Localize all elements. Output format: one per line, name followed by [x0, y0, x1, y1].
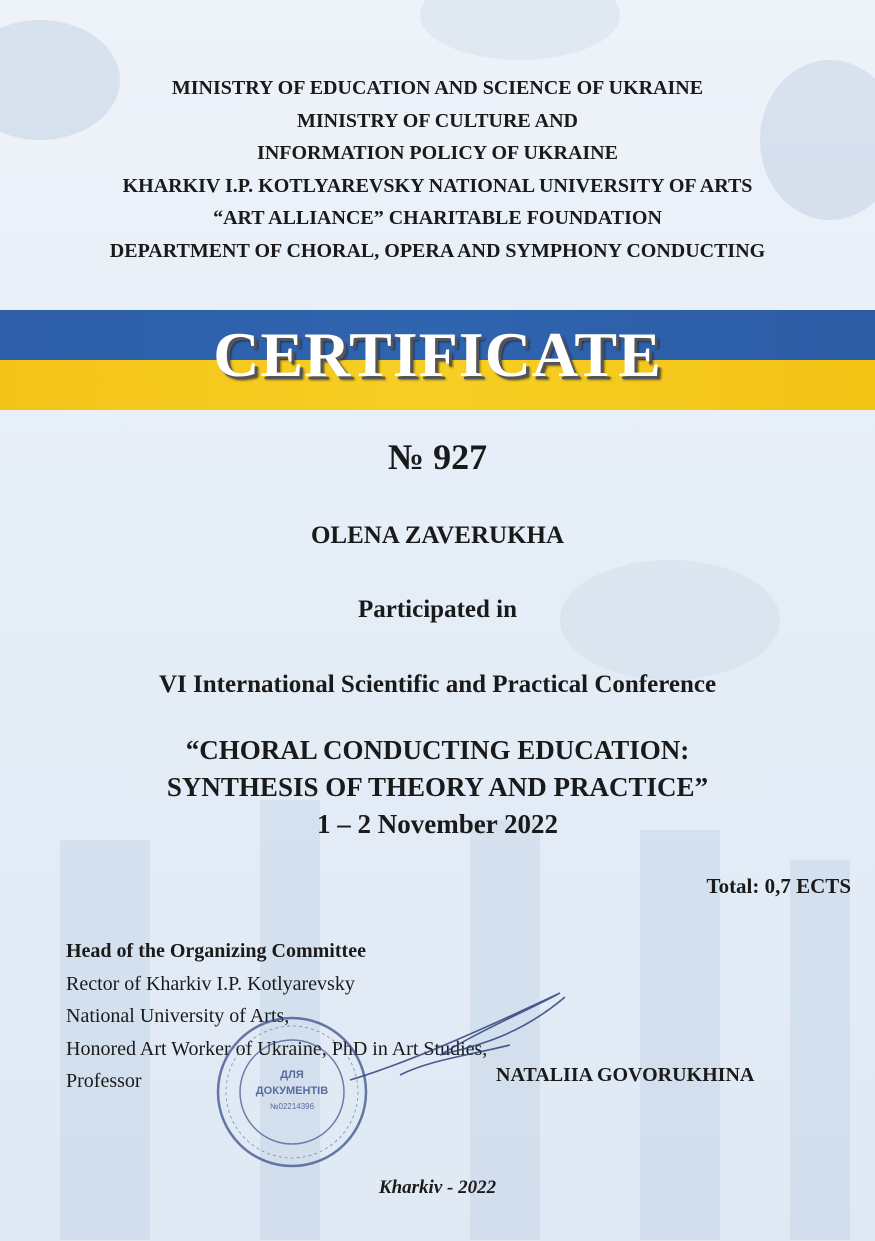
- issuer-line: KHARKIV I.P. KOTLYAREVSKY NATIONAL UNIVERSITY OF ARTS: [122, 174, 753, 197]
- place-and-year: Kharkiv - 2022: [378, 1177, 497, 1198]
- theme-line-1: “CHORAL CONDUCTING EDUCATION:: [185, 735, 690, 765]
- conference-dates: 1 – 2 November 2022: [317, 809, 558, 839]
- stamp-text-mid: ДОКУМЕНТІВ: [255, 1085, 329, 1097]
- signatory-line: National University of Arts,: [66, 1005, 290, 1027]
- conference-theme: [0, 732, 875, 843]
- signatory-line: Professor: [66, 1070, 142, 1092]
- signatory-role: Head of the Organizing Committee: [66, 940, 366, 962]
- issuer-line: INFORMATION POLICY OF UKRAINE: [257, 142, 618, 164]
- issuer-line: MINISTRY OF EDUCATION AND SCIENCE OF UKRAINE: [171, 77, 704, 99]
- issuer-line: “ART ALLIANCE” CHARITABLE FOUNDATION: [213, 207, 662, 229]
- issuers-header: [0, 72, 875, 267]
- signatory-name: NATALIIA GOVORUKHINA: [496, 1064, 755, 1086]
- stamp-code: №02214396: [269, 1102, 315, 1111]
- ects-total: Total: 0,7 ECTS: [706, 874, 851, 898]
- stamp-text-top: ДЛЯ: [280, 1069, 304, 1081]
- issuer-line: MINISTRY OF CULTURE AND: [296, 109, 578, 132]
- certificate-title: CERTIFICATE: [213, 319, 662, 390]
- theme-line-2: SYNTHESIS OF THEORY AND PRACTICE”: [166, 772, 709, 802]
- recipient-name: OLENA ZAVERUKHA: [310, 522, 565, 549]
- issuer-line: DEPARTMENT OF CHORAL, OPERA AND SYMPHONY CONDUCTING: [109, 239, 766, 262]
- certificate-number: № 927: [387, 437, 488, 477]
- participation-text: Participated in: [357, 596, 517, 623]
- signatory-line: Rector of Kharkiv I.P. Kotlyarevsky: [66, 972, 355, 995]
- conference-name: VI International Scientific and Practical Conference: [158, 671, 717, 698]
- signatory-line: Honored Art Worker of Ukraine, PhD in Art Studies,: [66, 1037, 488, 1060]
